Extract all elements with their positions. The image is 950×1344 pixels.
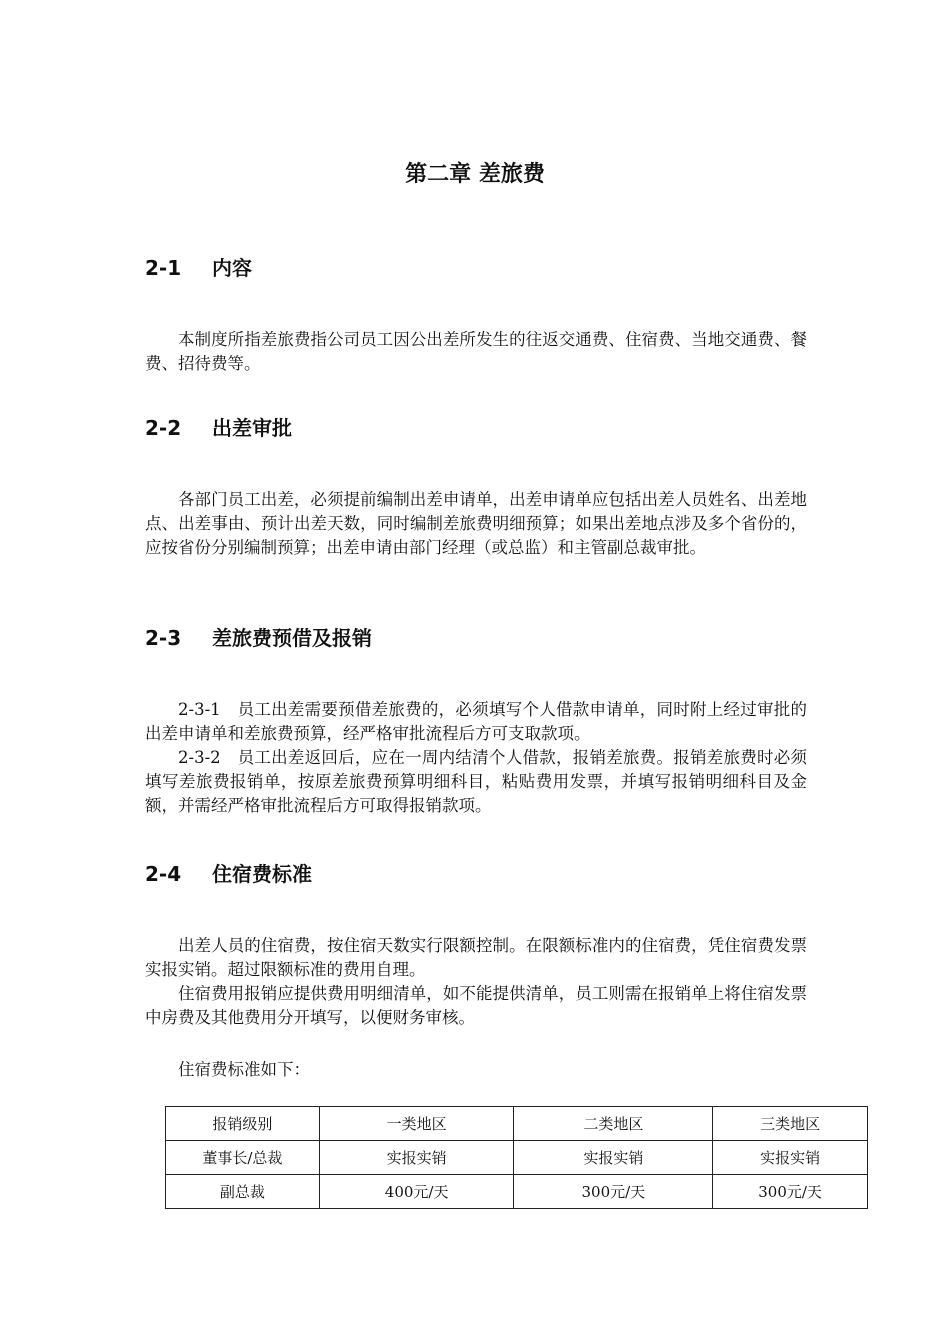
- table-row: [166, 1175, 868, 1209]
- table-cell: 实报实销: [713, 1141, 868, 1175]
- chapter-title: 第二章 差旅费: [405, 162, 545, 187]
- section-title: 差旅费预借及报销: [212, 626, 372, 650]
- section-title: 内容: [212, 256, 252, 280]
- table-cell: 实报实销: [514, 1141, 713, 1175]
- table-row: [166, 1141, 868, 1175]
- paragraph-content: 本制度所指差旅费指公司员工因公出差所发生的往返交通费、住宿费、当地交通费、餐费、招待费等。: [145, 330, 807, 373]
- paragraph-standard-intro: 住宿费标准如下：: [178, 1060, 310, 1079]
- section-title: 出差审批: [212, 416, 292, 440]
- section-heading-2-1: [145, 252, 252, 281]
- table-cell: 300元/天: [514, 1175, 713, 1209]
- paragraph-lodging-receipt: 住宿费用报销应提供费用明细清单，如不能提供清单，员工则需在报销单上将住宿发票中房费及其他费用分开填写，以便财务审核。: [145, 984, 807, 1027]
- table-cell: 300元/天: [713, 1175, 868, 1209]
- paragraph-lodging-limit: 出差人员的住宿费，按住宿天数实行限额控制。在限额标准内的住宿费，凭住宿费发票实报实销。超过限额标准的费用自理。: [145, 936, 807, 979]
- table-cell: 实报实销: [319, 1141, 514, 1175]
- table-cell: 400元/天: [319, 1175, 514, 1209]
- section-title: 住宿费标准: [212, 862, 312, 886]
- paragraph-approval: 各部门员工出差，必须提前编制出差申请单，出差申请单应包括出差人员姓名、出差地点、出差事由、预计出差天数，同时编制差旅费明细预算；如果出差地点涉及多个省份的，应按省份分别编制预算；出差申请由部门经理（或总监）和主管副总裁审批。: [145, 490, 807, 557]
- table-header-cell: 二类地区: [514, 1107, 713, 1141]
- paragraph-2-3-1: 2-3-1 员工出差需要预借差旅费的，必须填写个人借款申请单，同时附上经过审批的出差申请单和差旅费预算，经严格审批流程后方可支取款项。: [145, 700, 807, 743]
- section-number: 2-1: [145, 256, 182, 280]
- section-number: 2-3: [145, 626, 182, 650]
- table-header-cell: 报销级别: [166, 1107, 320, 1141]
- section-number: 2-4: [145, 862, 182, 886]
- table-header-cell: 一类地区: [319, 1107, 514, 1141]
- table-cell: 董事长/总裁: [166, 1141, 320, 1175]
- section-heading-2-2: [145, 412, 292, 441]
- section-number: 2-2: [145, 416, 182, 440]
- section-heading-2-3: [145, 622, 372, 651]
- section-heading-2-4: [145, 858, 312, 887]
- table-header-cell: 三类地区: [713, 1107, 868, 1141]
- paragraph-2-3-2: 2-3-2 员工出差返回后，应在一周内结清个人借款，报销差旅费。报销差旅费时必须填写差旅费报销单，按原差旅费预算明细科目，粘贴费用发票，并填写报销明细科目及金额，并需经严格审批流程后方可取得报销款项。: [145, 748, 807, 815]
- table-header-row: [166, 1107, 868, 1141]
- lodging-standard-table: [165, 1106, 868, 1209]
- table-cell: 副总裁: [166, 1175, 320, 1209]
